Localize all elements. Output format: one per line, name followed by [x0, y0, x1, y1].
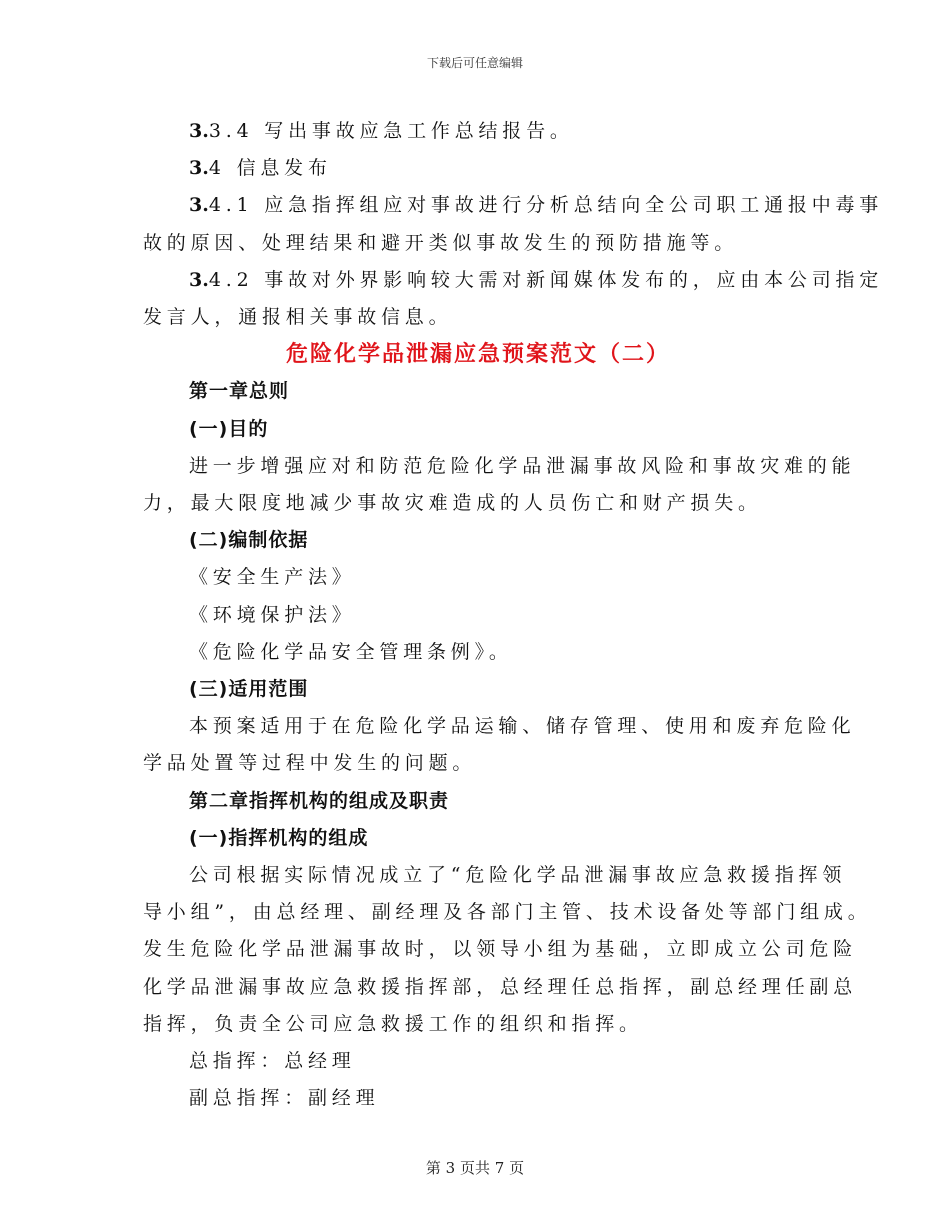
page-footer: 第 3 页共 7 页: [425, 1159, 525, 1177]
paragraph-line: 公司根据实际情况成立了“危险化学品泄漏事故应急救援指挥领: [189, 864, 847, 887]
section-heading: (一)指挥机构的组成: [189, 826, 369, 849]
clause-text: 4.2 事故对外界影响较大需对新闻媒体发布的，应由本公司指定: [208, 268, 884, 291]
paragraph-line: 学品处置等过程中发生的问题。: [143, 752, 477, 775]
paragraph-line: 化学品泄漏事故应急救援指挥部，总经理任总指挥，副总经理任副总: [143, 975, 858, 998]
numbered-paragraph-line: [143, 262, 884, 299]
section-heading: (二)编制依据: [189, 529, 309, 552]
paragraph-line: 本预案适用于在危险化学品运输、储存管理、使用和废弃危险化: [189, 715, 856, 738]
clause-number: 3.: [189, 194, 209, 217]
paragraph-line: 力，最大限度地减少事故灾难造成的人员伤亡和财产损失。: [143, 492, 762, 515]
clause-number: 3.: [189, 157, 209, 180]
clause-text: 4.1 应急指挥组应对事故进行分析总结向全公司职工通报中毒事: [208, 194, 884, 217]
numbered-paragraph-line: [143, 113, 813, 150]
paragraph-line: 总指挥：总经理: [189, 1050, 356, 1073]
numbered-paragraph-line: [143, 150, 813, 187]
section-heading: (一)目的: [189, 417, 269, 440]
document-body: [143, 113, 884, 1117]
page-header: 下载后可任意编辑: [426, 56, 523, 70]
paragraph-line: 《危险化学品安全管理条例》。: [189, 640, 513, 663]
paragraph-line: 故的原因、处理结果和避开类似事故发生的预防措施等。: [143, 231, 739, 254]
paragraph-line: 导小组”，由总经理、副经理及各部门主管、技术设备处等部门组成。: [143, 901, 872, 924]
paragraph-line: 进一步增强应对和防范危险化学品泄漏事故风险和事故灾难的能: [189, 454, 856, 477]
clause-number: 3.: [189, 120, 209, 142]
section-title: 危险化学品泄漏应急预案范文（二）: [285, 342, 670, 368]
section-heading: (三)适用范围: [189, 678, 309, 701]
paragraph-line: 副总指挥：副经理: [189, 1087, 380, 1110]
paragraph-line: 发言人，通报相关事故信息。: [143, 306, 453, 329]
clause-number: 3.: [189, 268, 209, 291]
paragraph-line: 《安全生产法》: [189, 566, 356, 589]
section-heading: 第二章指挥机构的组成及职责: [189, 789, 450, 812]
clause-text: 4 信息发布: [208, 157, 332, 180]
paragraph-line: 《环境保护法》: [189, 603, 356, 626]
section-heading: 第一章总则: [189, 380, 290, 403]
clause-text: 3.4 写出事故应急工作总结报告。: [208, 120, 574, 142]
paragraph-line: 发生危险化学品泄漏事故时，以领导小组为基础，立即成立公司危险: [143, 938, 858, 961]
paragraph-line: 指挥，负责全公司应急救援工作的组织和指挥。: [143, 1012, 643, 1035]
numbered-paragraph-line: [143, 187, 884, 224]
